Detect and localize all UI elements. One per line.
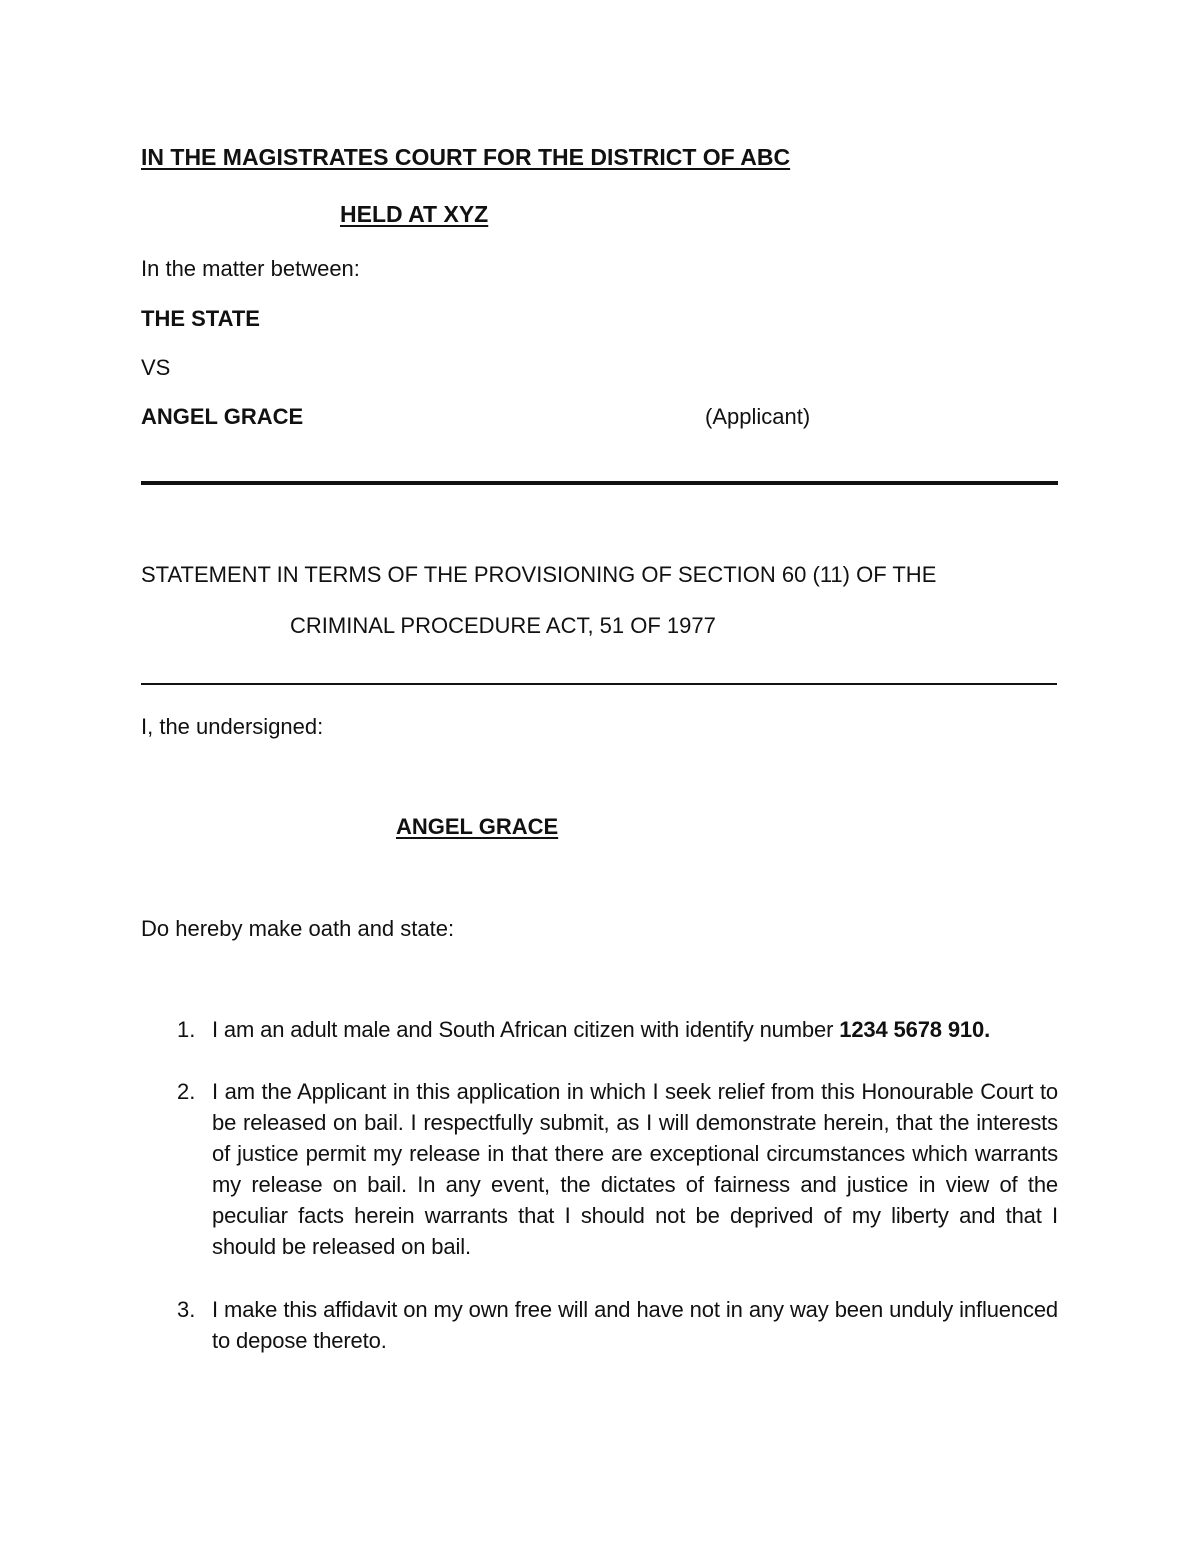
paragraph-1-number: 1. (177, 1017, 196, 1042)
matter-intro: In the matter between: (141, 256, 360, 281)
court-title: IN THE MAGISTRATES COURT FOR THE DISTRICT OF ABC (141, 144, 791, 170)
statement-divider (141, 683, 1057, 685)
paragraph-1 (141, 1014, 1058, 1045)
held-at-heading: HELD AT XYZ (340, 201, 489, 227)
versus-label: VS (141, 355, 171, 380)
deponent-name: ANGEL GRACE (396, 814, 559, 839)
paragraph-3-number: 3. (177, 1297, 196, 1322)
paragraph-2 (141, 1076, 1058, 1262)
statement-line-1: STATEMENT IN TERMS OF THE PROVISIONING OF SECTION 60 (11) OF THE (141, 562, 937, 587)
oath-intro: Do hereby make oath and state: (141, 916, 455, 941)
party-state: THE STATE (141, 306, 260, 331)
statement-line-2: CRIMINAL PROCEDURE ACT, 51 OF 1977 (290, 613, 716, 638)
party-applicant-name: ANGEL GRACE (141, 404, 304, 429)
paragraph-2-text: I am the Applicant in this application in which I seek relief from this Honourable Court to be released on bail. I respectfully submit, as I will demonstrate herein, that the interests of justice permit my release in that there are exceptional circumstances which warrants my release on bail. In any event, the dictates of fairness and justice in view of the peculiar facts herein warrants that I should not be deprived of my liberty and that I should be released on bail. (212, 1079, 1058, 1259)
party-applicant-role: (Applicant) (705, 404, 811, 429)
paragraph-3 (141, 1294, 1058, 1356)
paragraph-3-text: I make this affidavit on my own free will and have not in any way been unduly influenced to depose thereto. (212, 1297, 1058, 1353)
header-divider (141, 481, 1058, 485)
paragraph-2-number: 2. (177, 1079, 196, 1104)
identity-number: 1234 5678 910. (839, 1017, 991, 1042)
undersigned-intro: I, the undersigned: (141, 714, 324, 739)
paragraph-1-text: I am an adult male and South African citizen with identify number (212, 1017, 840, 1042)
